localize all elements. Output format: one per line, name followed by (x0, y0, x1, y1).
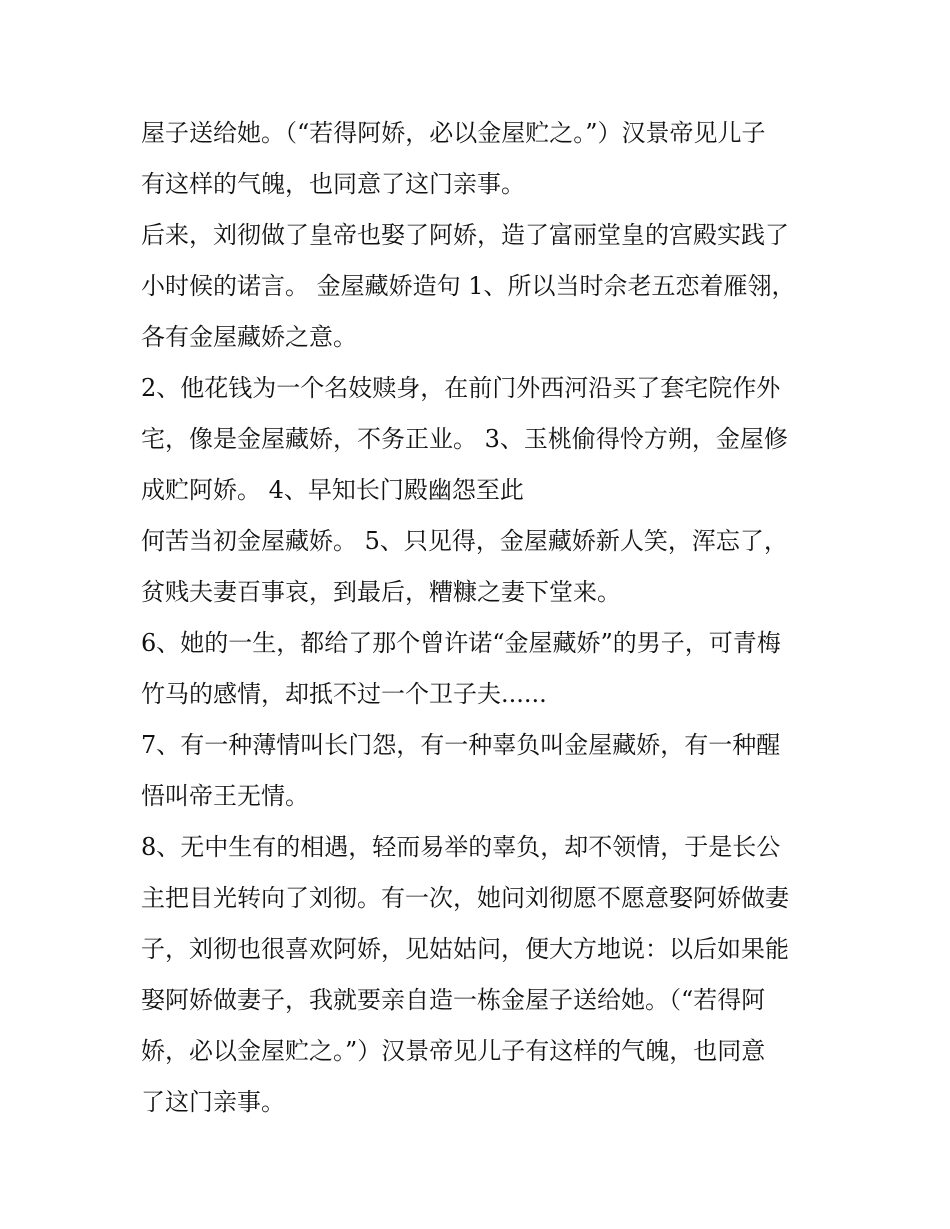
text-line: 了这门亲事。 (141, 1088, 285, 1116)
text-line: 宅，像是金屋藏娇，不务正业。 3、玉桃偷得怜方朔，金屋修 (141, 425, 788, 453)
text-line: 悟叫帝王无情。 (141, 782, 309, 810)
text-line: 何苦当初金屋藏娇。 5、只见得，金屋藏娇新人笑，浑忘了， (141, 527, 788, 555)
text-line: 8、无中生有的相遇，轻而易举的辜负，却不领情，于是长公 (141, 833, 781, 861)
text-line: 成贮阿娇。 4、早知长门殿幽怨至此 (141, 476, 524, 504)
text-line: 竹马的感情，却抵不过一个卫子夫...... (141, 680, 547, 708)
text-line: 有这样的气魄，也同意了这门亲事。 (141, 170, 525, 198)
text-line: 6、她的一生，都给了那个曾许诺“金屋藏娇”的男子，可青梅 (141, 629, 781, 657)
text-line: 贫贱夫妻百事哀，到最后，糟糠之妻下堂来。 (141, 578, 621, 606)
text-line: 主把目光转向了刘彻。有一次，她问刘彻愿不愿意娶阿娇做妻 (141, 884, 789, 912)
text-line: 屋子送给她。（“若得阿娇，必以金屋贮之。”）汉景帝见儿子 (141, 119, 766, 147)
text-line: 7、有一种薄情叫长门怨，有一种辜负叫金屋藏娇，有一种醒 (141, 731, 781, 759)
text-line: 娶阿娇做妻子，我就要亲自造一栋金屋子送给她。（“若得阿 (141, 986, 766, 1014)
text-line: 子，刘彻也很喜欢阿娇，见姑姑问，便大方地说：以后如果能 (141, 935, 789, 963)
text-line: 后来，刘彻做了皇帝也娶了阿娇，造了富丽堂皇的宫殿实践了 (141, 221, 789, 249)
text-line: 小时候的诺言。 金屋藏娇造句 1、所以当时佘老五恋着雁翎， (141, 272, 796, 300)
text-line: 各有金屋藏娇之意。 (141, 323, 357, 351)
document-body (141, 108, 813, 1128)
text-line: 娇，必以金屋贮之。”）汉景帝见儿子有这样的气魄，也同意 (141, 1037, 766, 1065)
text-line: 2、他花钱为一个名妓赎身，在前门外西河沿买了套宅院作外 (141, 374, 781, 402)
